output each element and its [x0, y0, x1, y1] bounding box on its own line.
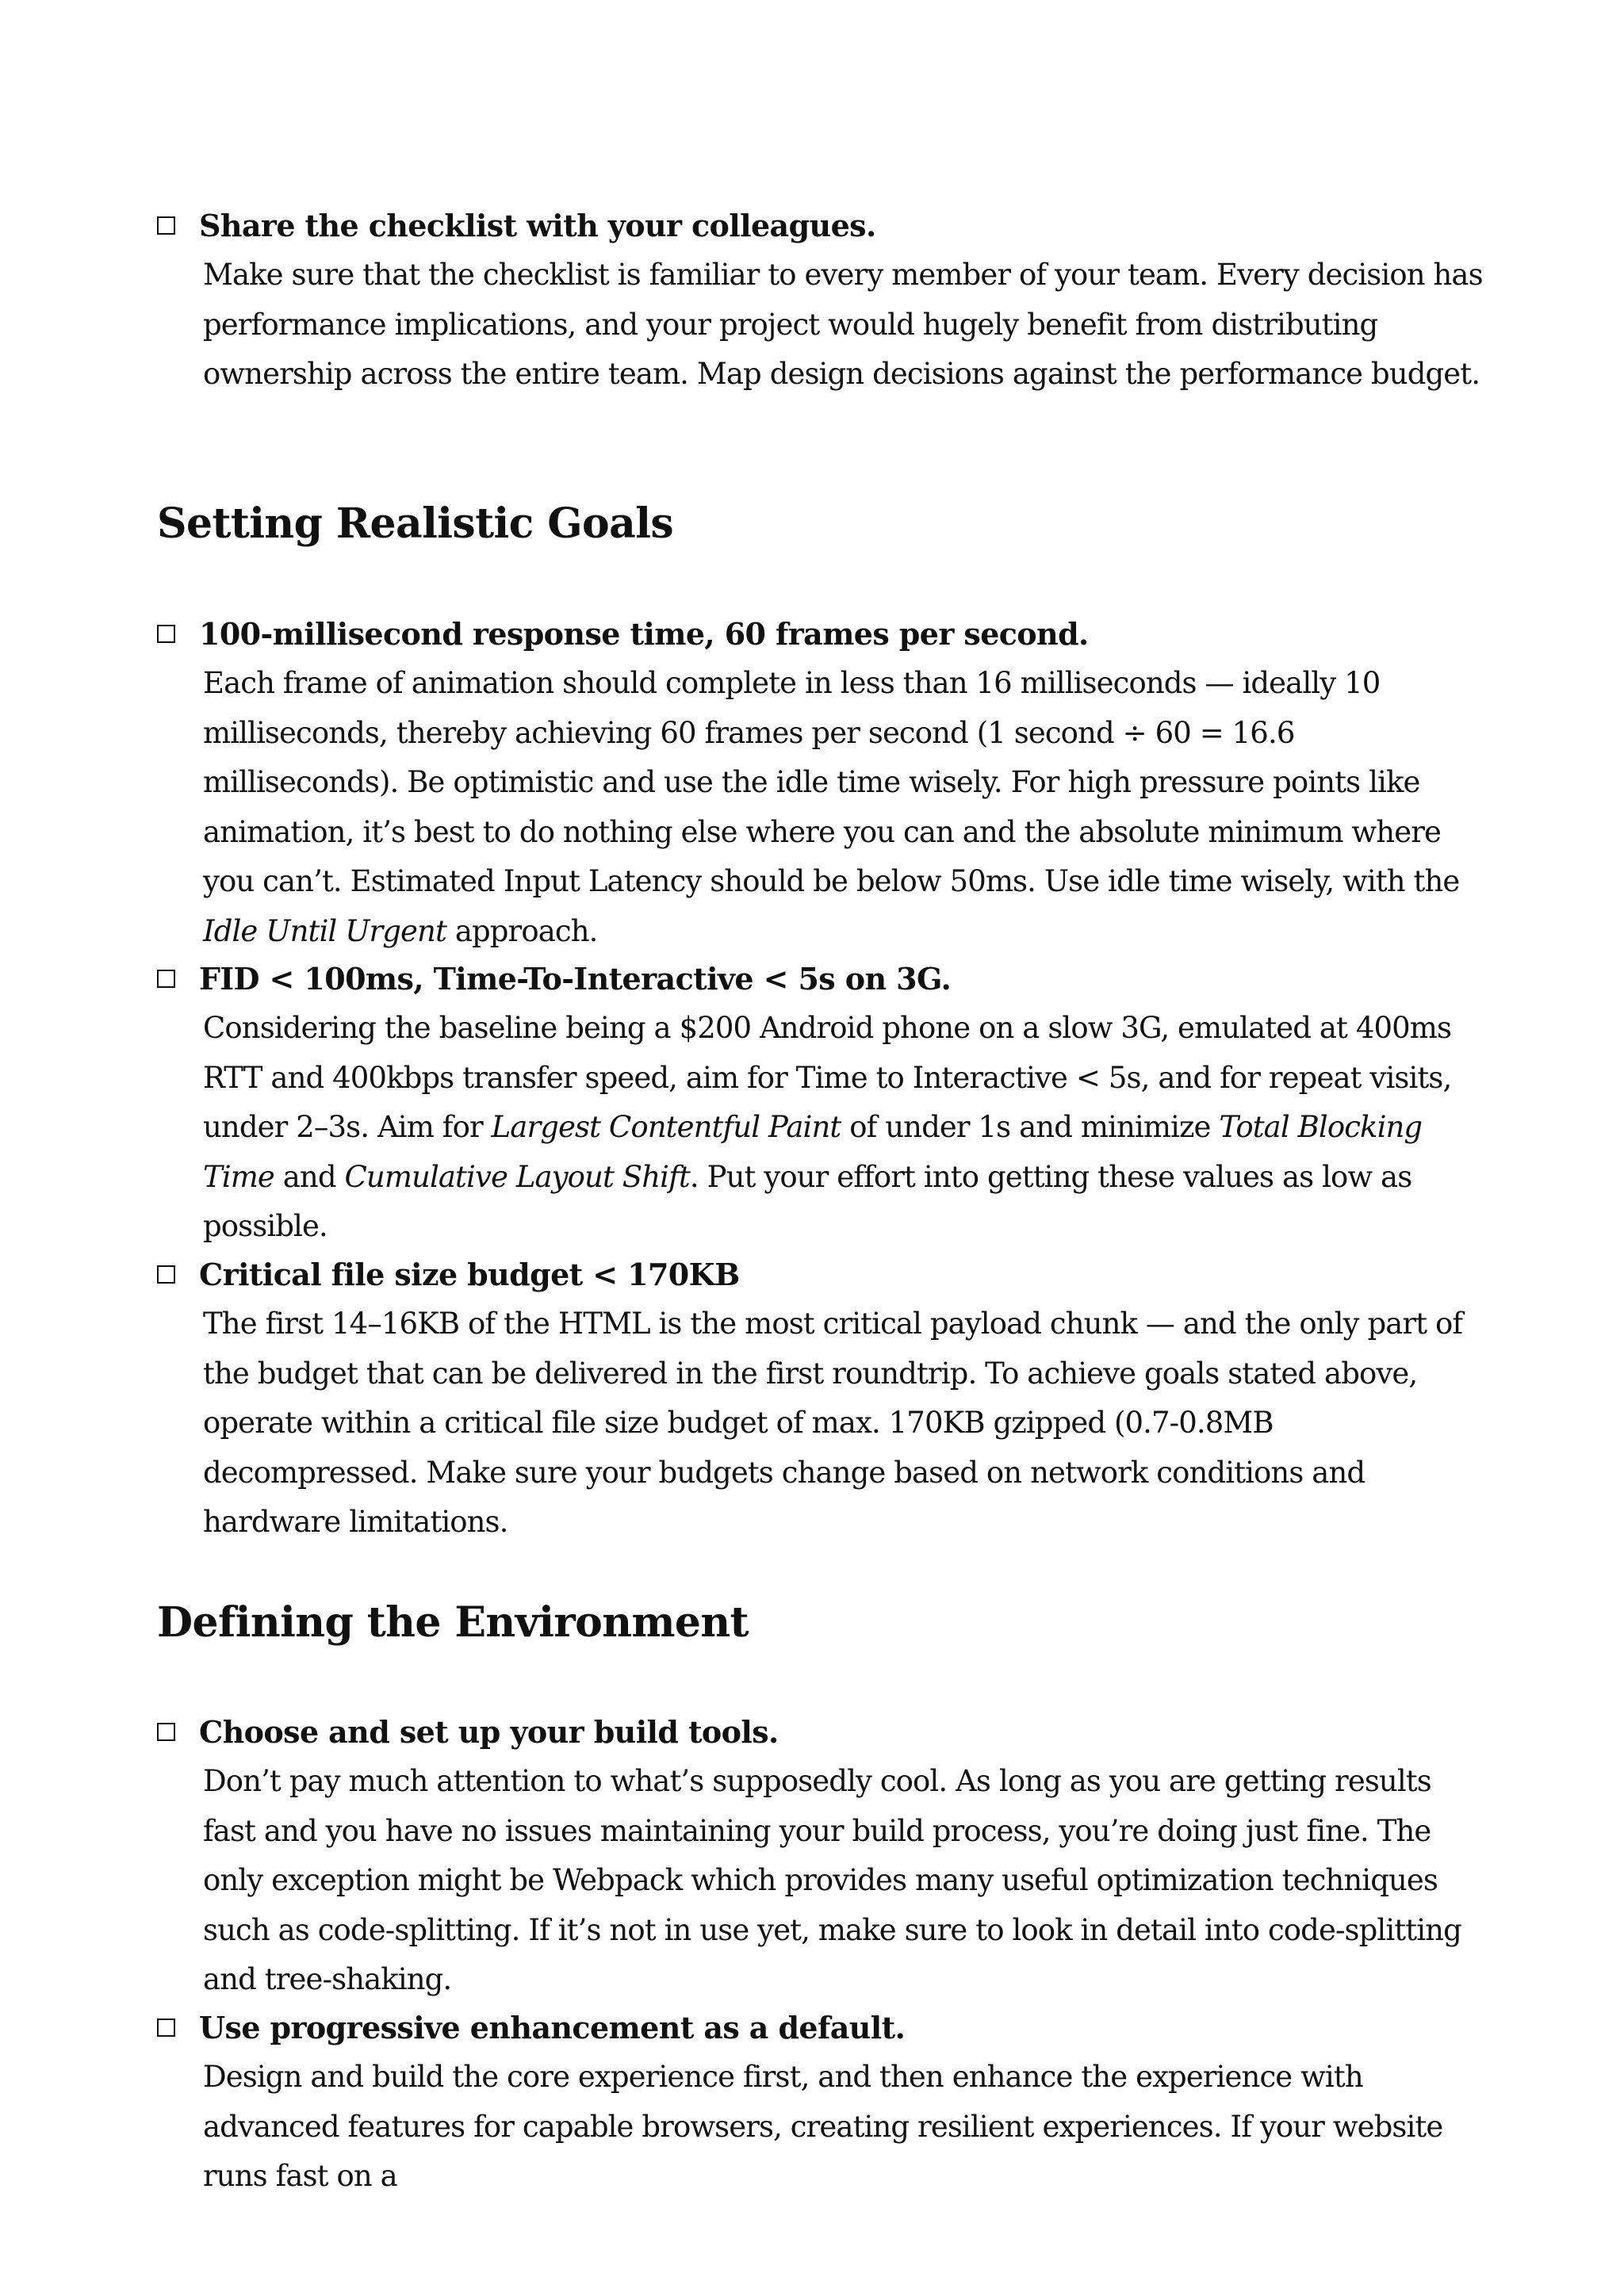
- item-description: [203, 1004, 1489, 1252]
- item-text: Design and build the core experience first, and then enhance the experience with advanced features for capable browsers, creating resilient experiences. If your website runs fast on a: [203, 2060, 1443, 2193]
- checklist-item-fid: [157, 955, 1489, 1252]
- item-text: Make sure that the checklist is familiar to every member of your team. Every decision has performance implications, and your project would hugely benefit from distributing ownership across the entire team. Map design decisions against the performance budget.: [203, 258, 1483, 391]
- item-title: Use progressive enhancement as a default.: [199, 2010, 906, 2045]
- item-text: . Put your effort into getting these values as low as possible.: [203, 1159, 1412, 1243]
- item-text: Each frame of animation should complete in less than 16 milliseconds — ideally 10 milliseconds, thereby achieving 60 frames per second (1 second ÷ 60 = 16.6 milliseconds). Be optimistic and use the idle time wisely. For high pressure points like animation, it’s best to do nothing else where you can and the absolute minimum where you can’t. Estimated Input Latency should be below 50ms. Use idle time wisely, with the: [203, 666, 1460, 898]
- item-emphasis: Idle Until Urgent: [203, 913, 446, 948]
- item-text: of under 1s and minimize: [841, 1110, 1220, 1144]
- checklist-item-build-tools: [157, 1708, 1489, 2005]
- item-emphasis: Largest Contentful Paint: [491, 1110, 841, 1144]
- checklist-item-share: [157, 201, 1489, 400]
- item-description: [203, 1299, 1489, 1548]
- checkbox-icon[interactable]: [157, 216, 175, 235]
- checklist-item-response-time: [157, 610, 1489, 956]
- item-title: Choose and set up your build tools.: [199, 1714, 779, 1750]
- section-heading-goals: Setting Realistic Goals: [157, 499, 674, 548]
- item-description: [203, 1757, 1489, 2005]
- item-title: 100-millisecond response time, 60 frames per second.: [199, 616, 1089, 652]
- section-heading-environment: Defining the Environment: [157, 1598, 749, 1647]
- item-description: [203, 2053, 1489, 2202]
- item-text: Don’t pay much attention to what’s supposedly cool. As long as you are getting results fast and you have no issues maintaining your build process, you’re doing just fine. The only exception might be Webpack which provides many useful optimization techniques such as code-splitting. If it’s not in use yet, make sure to look in detail into code-splitting and tree-shaking.: [203, 1764, 1461, 1996]
- checklist-item-progressive-enhancement: [157, 2003, 1489, 2202]
- checkbox-icon[interactable]: [157, 1265, 175, 1284]
- item-description: [203, 659, 1489, 956]
- checkbox-icon[interactable]: [157, 625, 175, 643]
- item-text: The first 14–16KB of the HTML is the most critical payload chunk — and the only part of the budget that can be delivered in the first roundtrip. To achieve goals stated above, operate within a critical file size budget of max. 170KB gzipped (0.7-0.8MB decompressed. Make sure your budgets change based on network conditions and hardware limitations.: [203, 1307, 1463, 1539]
- item-text: and: [274, 1159, 345, 1194]
- item-text: approach.: [446, 913, 598, 948]
- checklist-item-file-size-budget: [157, 1250, 1489, 1548]
- item-title: FID < 100ms, Time-To-Interactive < 5s on 3G.: [199, 961, 952, 997]
- item-text: Considering the baseline being a $200 Android phone on a slow 3G, emulated at 400ms RTT and 400kbps transfer speed, aim for Time to Interactive < 5s, and for repeat visits, under 2–3s. Aim for: [203, 1011, 1452, 1144]
- item-title: Share the checklist with your colleagues.: [199, 208, 876, 243]
- checkbox-icon[interactable]: [157, 1723, 175, 1741]
- item-emphasis: Total Blocking Time: [203, 1110, 1423, 1194]
- checkbox-icon[interactable]: [157, 2019, 175, 2037]
- checkbox-icon[interactable]: [157, 970, 175, 988]
- item-description: [203, 251, 1489, 400]
- item-title: Critical file size budget < 170KB: [199, 1257, 740, 1292]
- item-emphasis: Cumulative Layout Shift: [344, 1159, 690, 1194]
